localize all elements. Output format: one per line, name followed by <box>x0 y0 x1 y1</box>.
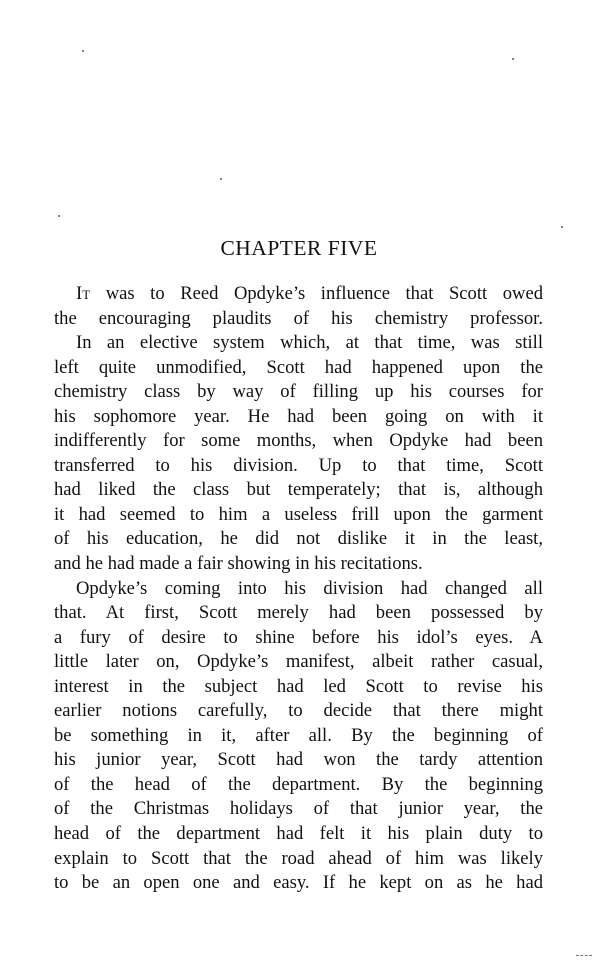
text-line: explain to Scott that the road ahead of him was likely <box>54 847 543 869</box>
text-line: a fury of desire to shine before his idol’s eyes. A <box>54 626 543 648</box>
text-line: It was to Reed Opdyke’s influence that Scott owed <box>76 283 543 304</box>
text-line: to be an open one and easy. If he kept on as he had <box>54 872 543 894</box>
text-line: interest in the subject had led Scott to revise his <box>54 675 543 697</box>
text-line: had liked the class but temperately; that is, although <box>54 479 543 501</box>
text-line: be something in it, after all. By the beginning of <box>54 724 543 746</box>
text-line: of the head of the department. By the beginning <box>54 773 543 795</box>
text-line: chemistry class by way of filling up his courses for <box>54 381 543 403</box>
text-line: little later on, Opdyke’s manifest, albeit rather casual, <box>54 651 543 673</box>
text-line: of his education, he did not dislike it in the least, <box>54 528 543 550</box>
text-line: In an elective system which, at that time, was still <box>76 332 543 354</box>
paper-speck <box>82 50 84 52</box>
text-line: transferred to his division. Up to that time, Scott <box>54 454 543 476</box>
text-line: of the Christmas holidays of that junior year, the <box>54 798 543 820</box>
paper-speck <box>220 178 222 180</box>
text-line: indifferently for some months, when Opdyke had been <box>54 430 543 452</box>
paper-speck <box>58 215 60 217</box>
paper-speck <box>561 226 563 228</box>
text-line: it had seemed to him a useless frill upon the garment <box>54 503 543 525</box>
text-line: his junior year, Scott had won the tardy attention <box>54 749 543 771</box>
text-line: his sophomore year. He had been going on with it <box>54 405 543 427</box>
page-edge-mark <box>576 955 592 957</box>
text-line: that. At first, Scott merely had been possessed by <box>54 602 543 624</box>
paper-speck <box>512 58 514 60</box>
opening-word: It <box>76 283 91 304</box>
chapter-heading: CHAPTER FIVE <box>220 236 378 260</box>
text-line: Opdyke’s coming into his division had changed all <box>76 577 543 599</box>
text-line: left quite unmodified, Scott had happened upon the <box>54 356 543 378</box>
text-line: earlier notions carefully, to decide that there might <box>54 700 543 722</box>
text-line: the encouraging plaudits of his chemistry professor. <box>54 307 543 329</box>
text-line: head of the department had felt it his plain duty to <box>54 823 543 845</box>
body-text <box>54 282 543 896</box>
text-line: and he had made a fair showing in his recitations. <box>54 553 423 575</box>
